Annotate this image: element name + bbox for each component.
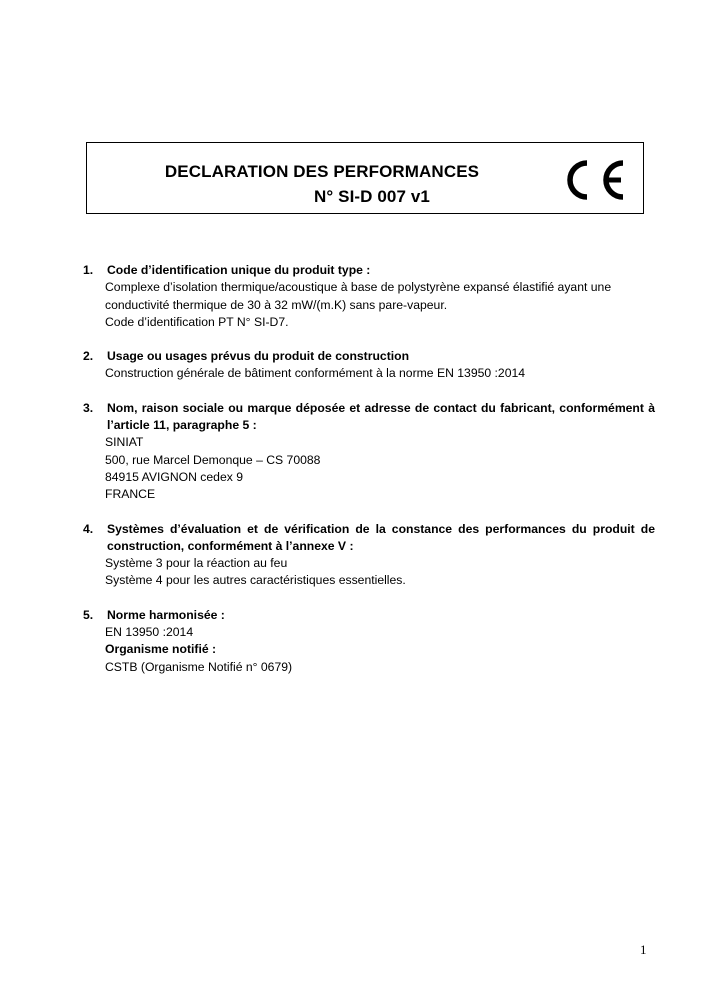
section-heading: Systèmes d’évaluation et de vérification de la constance des performances du produit de construction, conformément à l’annexe V : xyxy=(107,521,655,553)
section-heading: Nom, raison sociale ou marque déposée et adresse de contact du fabricant, conformément à l’article 11, paragraphe 5 : xyxy=(107,400,655,433)
section-1 xyxy=(83,262,655,331)
section-line: Construction générale de bâtiment conformément à la norme EN 13950 :2014 xyxy=(105,366,526,381)
section-number: 1. xyxy=(83,263,94,277)
section-line: Système 3 pour la réaction au feu xyxy=(105,556,288,571)
section-line: CSTB (Organisme Notifié n° 0679) xyxy=(105,659,293,674)
section-4 xyxy=(83,521,655,590)
section-number: 3. xyxy=(83,400,94,415)
sections xyxy=(83,262,655,693)
section-number: 2. xyxy=(83,349,94,364)
section-line: SINIAT xyxy=(105,435,144,450)
section-line: conductivité thermique de 30 à 32 mW/(m.K) sans pare-vapeur. xyxy=(105,297,448,312)
section-line: 84915 AVIGNON cedex 9 xyxy=(105,469,243,484)
section-5 xyxy=(83,607,655,676)
section-line: Code d’identification PT N° SI-D7. xyxy=(105,314,289,329)
header-box xyxy=(86,142,644,214)
section-line: EN 13950 :2014 xyxy=(105,625,194,640)
section-line: 500, rue Marcel Demonque – CS 70088 xyxy=(105,452,321,467)
section-subheading: Organisme notifié : xyxy=(105,642,217,657)
section-line: Complexe d’isolation thermique/acoustique à base de polystyrène expansé élastifié ayant une xyxy=(105,280,612,295)
page-number: 1 xyxy=(640,942,647,957)
section-heading: Usage ou usages prévus du produit de construction xyxy=(107,349,410,364)
section-number: 5. xyxy=(83,607,94,622)
section-heading: Code d’identification unique du produit type : xyxy=(107,263,371,277)
section-3 xyxy=(83,400,655,504)
document-title: DECLARATION DES PERFORMANCES xyxy=(164,162,480,181)
section-heading: Norme harmonisée : xyxy=(107,607,225,622)
section-2 xyxy=(83,348,655,383)
ce-mark-icon xyxy=(557,157,629,203)
section-line: Système 4 pour les autres caractéristiques essentielles. xyxy=(105,573,406,588)
document-reference: N° SI-D 007 v1 xyxy=(314,187,430,206)
section-number: 4. xyxy=(83,521,94,536)
section-line: FRANCE xyxy=(105,487,156,502)
